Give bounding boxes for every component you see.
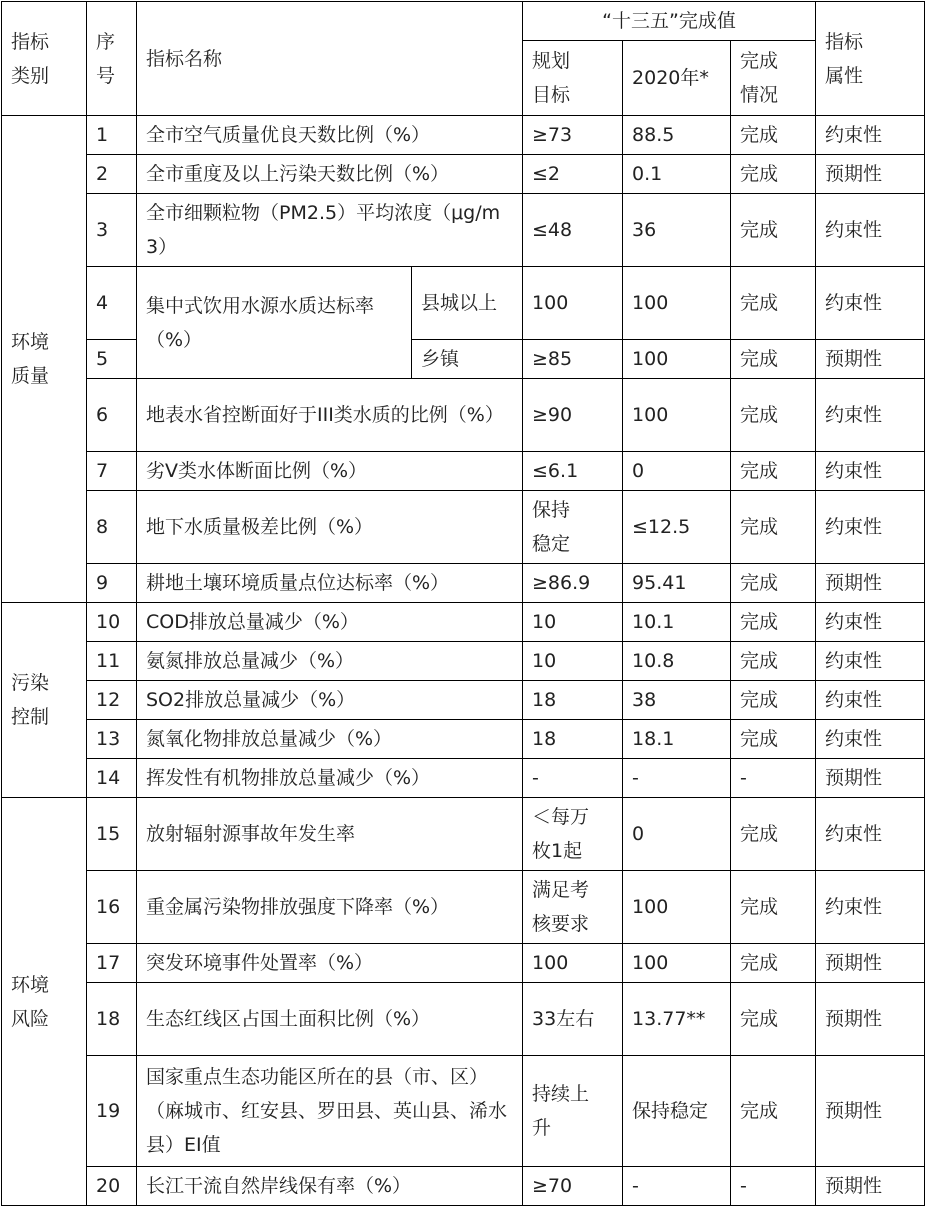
seq-cell: 3 (87, 194, 137, 267)
seq-cell: 17 (87, 944, 137, 983)
target-cell: ≥85 (523, 340, 623, 379)
target-cell: 10 (523, 603, 623, 642)
attr-cell: 预期性 (816, 1056, 925, 1167)
target-cell: 100 (523, 267, 623, 340)
seq-cell: 12 (87, 681, 137, 720)
attr-cell: 约束性 (816, 642, 925, 681)
name-cell: 耕地土壤环境质量点位达标率（%） (137, 564, 523, 603)
seq-cell: 2 (87, 155, 137, 194)
attr-cell: 预期性 (816, 983, 925, 1056)
table-row (2, 491, 925, 564)
value-cell: 0 (623, 452, 731, 491)
attr-cell: 预期性 (816, 759, 925, 798)
name-cell: 氨氮排放总量减少（%） (137, 642, 523, 681)
value-cell: 88.5 (623, 116, 731, 155)
attr-cell: 约束性 (816, 267, 925, 340)
seq-cell: 19 (87, 1056, 137, 1167)
seq-cell: 6 (87, 379, 137, 452)
value-cell: 保持稳定 (623, 1056, 731, 1167)
status-cell: 完成 (731, 491, 816, 564)
status-cell: 完成 (731, 155, 816, 194)
status-cell: 完成 (731, 452, 816, 491)
attr-cell: 约束性 (816, 491, 925, 564)
category-cell: 环境 质量 (2, 116, 87, 603)
status-cell: 完成 (731, 1056, 816, 1167)
value-cell: - (623, 759, 731, 798)
target-cell: 持续上 升 (523, 1056, 623, 1167)
header-attr: 指标 属性 (816, 2, 925, 116)
status-cell: 完成 (731, 564, 816, 603)
attr-cell: 预期性 (816, 340, 925, 379)
seq-cell: 18 (87, 983, 137, 1056)
table-row (2, 267, 925, 340)
table-row (2, 116, 925, 155)
table-row (2, 564, 925, 603)
seq-cell: 7 (87, 452, 137, 491)
attr-cell: 约束性 (816, 871, 925, 944)
value-cell: 100 (623, 340, 731, 379)
header-target: 规划 目标 (523, 41, 623, 116)
status-cell: 完成 (731, 944, 816, 983)
value-cell: 38 (623, 681, 731, 720)
table-row (2, 1056, 925, 1167)
category-cell: 污染 控制 (2, 603, 87, 798)
table-row (2, 944, 925, 983)
status-cell: 完成 (731, 340, 816, 379)
target-cell: - (523, 759, 623, 798)
name-cell: 国家重点生态功能区所在的县（市、区）（麻城市、红安县、罗田县、英山县、浠水县）EI值 (137, 1056, 523, 1167)
status-cell: 完成 (731, 798, 816, 871)
name-cell: 重金属污染物排放强度下降率（%） (137, 871, 523, 944)
header-year: 2020年* (623, 41, 731, 116)
value-cell: 100 (623, 267, 731, 340)
sub-name-cell: 县城以上 (412, 267, 523, 340)
value-cell: 10.8 (623, 642, 731, 681)
name-cell: 挥发性有机物排放总量减少（%） (137, 759, 523, 798)
table-row (2, 452, 925, 491)
name-cell: 放射辐射源事故年发生率 (137, 798, 523, 871)
indicator-table (1, 1, 925, 1206)
name-cell: 地表水省控断面好于III类水质的比例（%） (137, 379, 523, 452)
seq-cell: 5 (87, 340, 137, 379)
status-cell: 完成 (731, 267, 816, 340)
attr-cell: 约束性 (816, 798, 925, 871)
header-group: “十三五”完成值 (523, 2, 816, 41)
table-row (2, 155, 925, 194)
name-cell: 全市细颗粒物（PM2.5）平均浓度（μg/m3） (137, 194, 523, 267)
status-cell: 完成 (731, 871, 816, 944)
header-status: 完成 情况 (731, 41, 816, 116)
value-cell: 100 (623, 379, 731, 452)
value-cell: 100 (623, 871, 731, 944)
status-cell: 完成 (731, 194, 816, 267)
value-cell: 10.1 (623, 603, 731, 642)
target-cell: 保持 稳定 (523, 491, 623, 564)
target-cell: 18 (523, 720, 623, 759)
seq-cell: 11 (87, 642, 137, 681)
target-cell: ＜每万 枚1起 (523, 798, 623, 871)
table-row (2, 871, 925, 944)
attr-cell: 约束性 (816, 379, 925, 452)
name-cell: 集中式饮用水源水质达标率（%） (137, 267, 412, 379)
value-cell: 13.77** (623, 983, 731, 1056)
status-cell: 完成 (731, 720, 816, 759)
table-row (2, 379, 925, 452)
attr-cell: 预期性 (816, 944, 925, 983)
name-cell: COD排放总量减少（%） (137, 603, 523, 642)
target-cell: ≥90 (523, 379, 623, 452)
target-cell: ≤48 (523, 194, 623, 267)
seq-cell: 1 (87, 116, 137, 155)
table-row (2, 681, 925, 720)
category-cell: 环境 风险 (2, 798, 87, 1206)
name-cell: 长江干流自然岸线保有率（%） (137, 1167, 523, 1206)
seq-cell: 13 (87, 720, 137, 759)
attr-cell: 约束性 (816, 720, 925, 759)
value-cell: - (623, 1167, 731, 1206)
name-cell: 突发环境事件处置率（%） (137, 944, 523, 983)
name-cell: 劣Ⅴ类水体断面比例（%） (137, 452, 523, 491)
target-cell: 10 (523, 642, 623, 681)
value-cell: 95.41 (623, 564, 731, 603)
value-cell: 100 (623, 944, 731, 983)
header-row (2, 2, 925, 41)
value-cell: 36 (623, 194, 731, 267)
status-cell: - (731, 1167, 816, 1206)
attr-cell: 约束性 (816, 681, 925, 720)
table-row (2, 798, 925, 871)
name-cell: SO2排放总量减少（%） (137, 681, 523, 720)
table-row (2, 983, 925, 1056)
seq-cell: 4 (87, 267, 137, 340)
header-category: 指标 类别 (2, 2, 87, 116)
attr-cell: 预期性 (816, 155, 925, 194)
status-cell: 完成 (731, 379, 816, 452)
value-cell: 18.1 (623, 720, 731, 759)
attr-cell: 约束性 (816, 116, 925, 155)
header-seq: 序 号 (87, 2, 137, 116)
value-cell: 0 (623, 798, 731, 871)
name-cell: 地下水质量极差比例（%） (137, 491, 523, 564)
status-cell: 完成 (731, 983, 816, 1056)
table-row (2, 603, 925, 642)
table-row (2, 720, 925, 759)
target-cell: ≥70 (523, 1167, 623, 1206)
target-cell: ≥73 (523, 116, 623, 155)
header-name: 指标名称 (137, 2, 523, 116)
name-cell: 生态红线区占国土面积比例（%） (137, 983, 523, 1056)
value-cell: 0.1 (623, 155, 731, 194)
target-cell: 100 (523, 944, 623, 983)
target-cell: 18 (523, 681, 623, 720)
seq-cell: 20 (87, 1167, 137, 1206)
seq-cell: 14 (87, 759, 137, 798)
status-cell: 完成 (731, 681, 816, 720)
target-cell: ≤2 (523, 155, 623, 194)
status-cell: 完成 (731, 642, 816, 681)
attr-cell: 约束性 (816, 452, 925, 491)
name-cell: 全市重度及以上污染天数比例（%） (137, 155, 523, 194)
target-cell: ≥86.9 (523, 564, 623, 603)
name-cell: 全市空气质量优良天数比例（%） (137, 116, 523, 155)
status-cell: 完成 (731, 116, 816, 155)
status-cell: 完成 (731, 603, 816, 642)
seq-cell: 16 (87, 871, 137, 944)
table-row (2, 642, 925, 681)
target-cell: 满足考 核要求 (523, 871, 623, 944)
table-row (2, 1167, 925, 1206)
name-cell: 氮氧化物排放总量减少（%） (137, 720, 523, 759)
seq-cell: 15 (87, 798, 137, 871)
sub-name-cell: 乡镇 (412, 340, 523, 379)
attr-cell: 约束性 (816, 194, 925, 267)
value-cell: ≤12.5 (623, 491, 731, 564)
table-row (2, 759, 925, 798)
target-cell: 33左右 (523, 983, 623, 1056)
attr-cell: 预期性 (816, 564, 925, 603)
attr-cell: 预期性 (816, 1167, 925, 1206)
status-cell: - (731, 759, 816, 798)
table-row (2, 194, 925, 267)
target-cell: ≤6.1 (523, 452, 623, 491)
attr-cell: 约束性 (816, 603, 925, 642)
seq-cell: 9 (87, 564, 137, 603)
seq-cell: 8 (87, 491, 137, 564)
seq-cell: 10 (87, 603, 137, 642)
